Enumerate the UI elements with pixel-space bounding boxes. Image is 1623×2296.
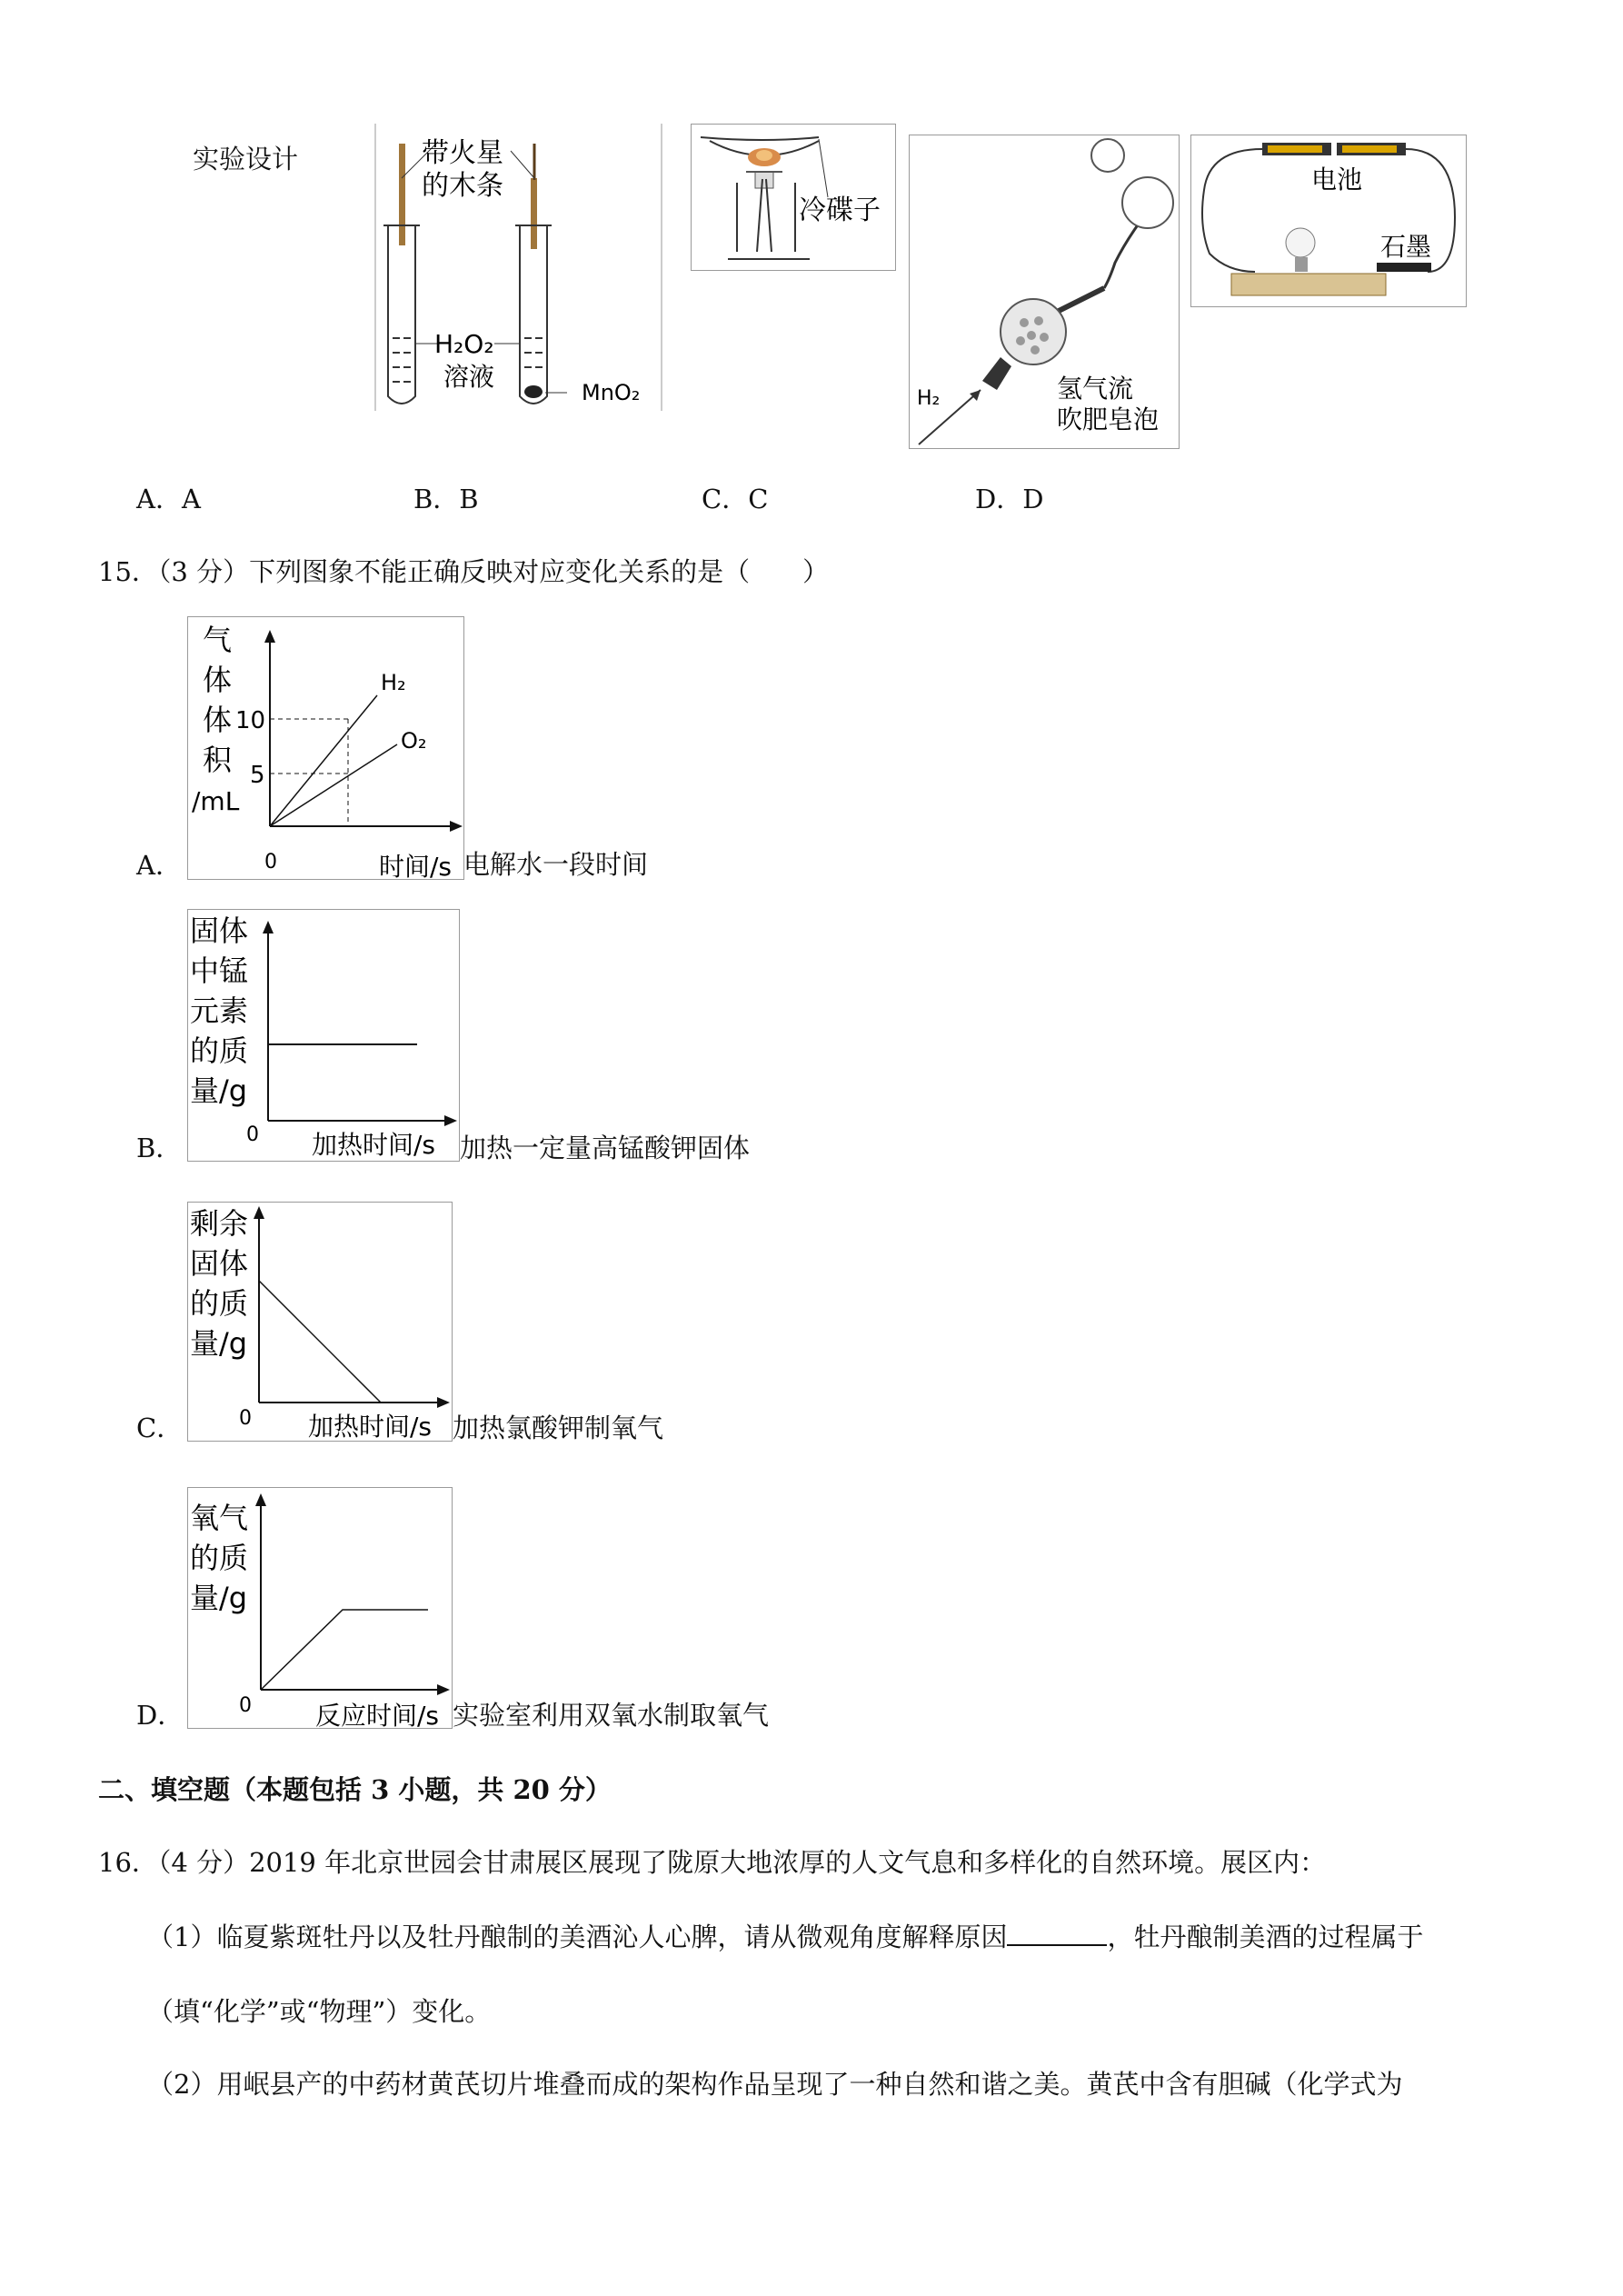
graph-a-tick-5: 5	[250, 762, 265, 789]
figure-cold-plate	[691, 124, 896, 271]
option-d: D．D	[975, 484, 1044, 514]
graph-b-ylabel-1: 固体	[190, 913, 249, 948]
q15-stem: 15．（3 分）下列图象不能正确反映对应变化关系的是（ ）	[98, 556, 830, 587]
q16-part1-text-b: ，牡丹酿制美酒的过程属于	[1107, 1922, 1424, 1952]
graph-c-origin: 0	[239, 1407, 252, 1430]
graph-a-plot	[188, 617, 463, 879]
stick-label-2: 的木条	[422, 170, 503, 202]
test-tubes-drawing	[374, 124, 663, 411]
graph-a-h2: H₂	[381, 670, 406, 695]
q16-part1-text-c: （填“化学”或“物理”）变化。	[147, 1996, 492, 2027]
q16-part1-text-a: （1）临夏紫斑牡丹以及牡丹酿制的美酒沁人心脾，请从微观角度解释原因	[147, 1922, 1008, 1952]
graph-d-plot	[188, 1488, 452, 1728]
graph-b-ylabel-2: 中锰	[190, 953, 249, 988]
q15-c-caption: 加热氯酸钾制氧气	[453, 1413, 664, 1443]
catalyst-label: MnO₂	[582, 380, 641, 405]
figure-circuit	[1190, 135, 1467, 307]
graph-d-xlabel: 反应时间/s	[315, 1701, 440, 1728]
q16-part2-text: （2）用岷县产的中药材黄芪切片堆叠而成的架构作品呈现了一种自然和谐之美。黄芪中含有胆碱（化学式为	[147, 2069, 1403, 2100]
graph-a-origin: 0	[264, 851, 277, 873]
bubble-caption-2: 吹肥皂泡	[1057, 404, 1160, 434]
graph-d-origin: 0	[239, 1694, 252, 1717]
soap-bubbles-drawing	[910, 135, 1179, 448]
graph-b-ylabel-3: 元素	[190, 993, 249, 1028]
option-c: C．C	[702, 484, 769, 514]
gas-label: H₂	[917, 387, 941, 410]
q15-b-caption: 加热一定量高锰酸钾固体	[460, 1133, 751, 1163]
graph-b-ylabel-4: 的质	[190, 1033, 249, 1068]
option-b: B．B	[413, 484, 479, 514]
q16-stem: 16．（4 分）2019 年北京世园会甘肃展区展现了陇原大地浓厚的人文气息和多样化的自然环境。展区内：	[98, 1847, 1327, 1878]
graph-b	[187, 909, 460, 1162]
graph-b-ylabel-5: 量/g	[190, 1073, 248, 1108]
plate-label: 冷碟子	[799, 195, 881, 226]
graph-b-origin: 0	[246, 1123, 259, 1146]
graph-d	[187, 1487, 453, 1729]
graph-a-o2: O₂	[401, 728, 427, 754]
graph-c	[187, 1202, 453, 1442]
graph-a-ylabel-3: 体	[203, 703, 233, 737]
circuit-drawing	[1191, 135, 1466, 306]
q15-b-letter: B．	[136, 1133, 183, 1163]
q16-part1-line1	[147, 1922, 1423, 1953]
graph-c-xlabel: 加热时间/s	[308, 1412, 433, 1441]
q15-a-letter: A．	[136, 850, 182, 881]
graph-d-ylabel-1: 氧气	[190, 1501, 249, 1535]
answer-blank[interactable]	[1007, 1922, 1107, 1946]
graph-b-plot	[188, 910, 459, 1161]
design-label: 实验设计	[193, 144, 299, 175]
graph-d-ylabel-2: 的质	[190, 1541, 249, 1575]
solution-label: H₂O₂	[434, 329, 494, 359]
graph-b-xlabel: 加热时间/s	[312, 1130, 436, 1160]
graph-c-plot	[188, 1203, 452, 1441]
graph-a-yunit: /mL	[192, 786, 240, 816]
figure-test-tubes	[374, 124, 663, 411]
q15-d-caption: 实验室利用双氧水制取氧气	[453, 1700, 770, 1731]
option-a: A．A	[136, 484, 201, 514]
graph-a-ylabel-4: 积	[203, 743, 233, 777]
section-2-title: 二、填空题（本题包括 3 小题，共 20 分）	[98, 1774, 612, 1805]
solution-label-2: 溶液	[443, 362, 495, 392]
graph-c-ylabel-1: 剩余	[190, 1206, 249, 1241]
battery-label: 电池	[1311, 165, 1363, 195]
stick-label: 带火星	[422, 137, 503, 169]
graph-a-ylabel-2: 体	[203, 663, 233, 697]
graph-d-ylabel-3: 量/g	[190, 1581, 248, 1615]
graph-a-ylabel-1: 气	[203, 623, 233, 657]
bubble-caption-1: 氢气流	[1057, 374, 1134, 404]
cold-plate-drawing	[692, 125, 895, 270]
graph-a-tick-10: 10	[235, 707, 266, 734]
graphite-label: 石墨	[1380, 232, 1432, 262]
graph-c-ylabel-3: 的质	[190, 1286, 249, 1321]
graph-c-ylabel-4: 量/g	[190, 1326, 248, 1361]
figure-soap-bubbles	[909, 135, 1180, 449]
q15-d-letter: D．	[136, 1700, 184, 1731]
graph-a-xlabel: 时间/s	[379, 852, 453, 879]
graph-a	[187, 616, 464, 880]
graph-c-ylabel-2: 固体	[190, 1246, 249, 1281]
q15-c-letter: C．	[136, 1413, 184, 1443]
q15-a-caption: 电解水一段时间	[463, 849, 649, 880]
